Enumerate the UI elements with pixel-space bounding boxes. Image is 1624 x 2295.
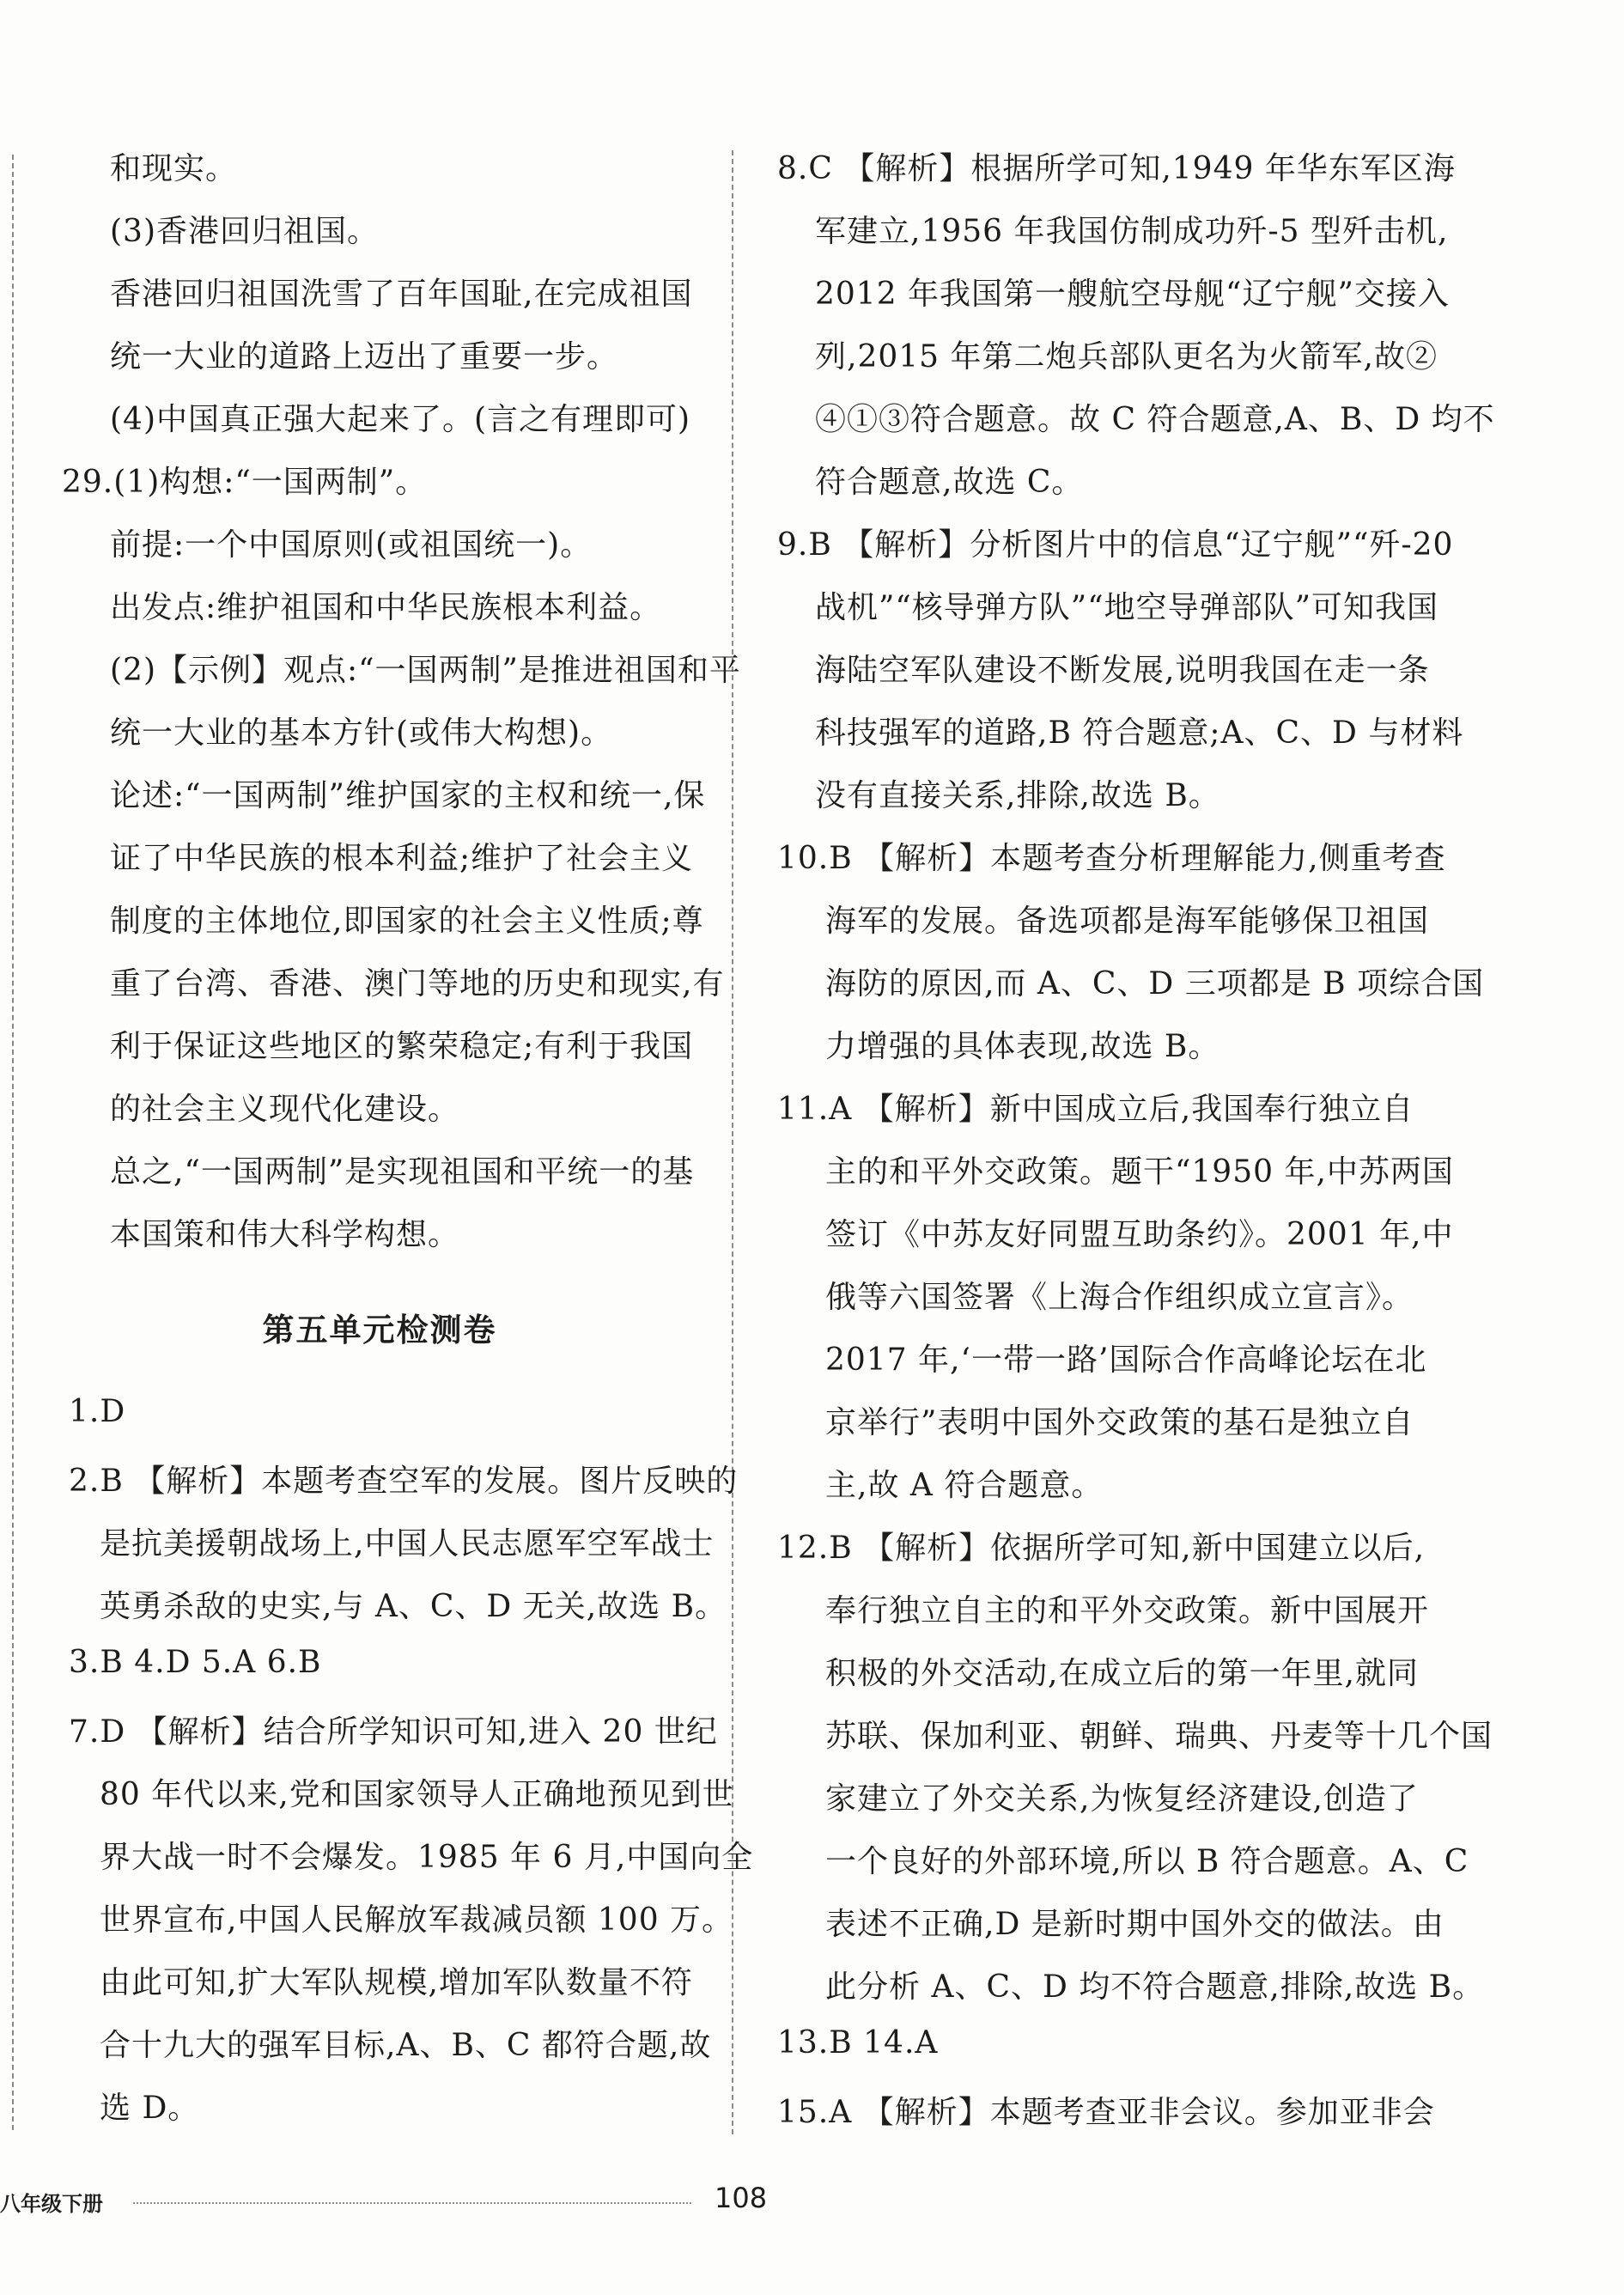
question-8: 8.C 【解析】根据所学可知,1949 年华东军区海 [777,151,1456,186]
question-15: 15.A 【解析】本题考查亚非会议。参加亚非会 [777,2095,1435,2130]
text-line: 苏联、保加利亚、朝鲜、瑞典、丹麦等十几个国 [825,1719,1493,1754]
section-title: 第五单元检测卷 [262,1312,497,1348]
text-line: 一个良好的外部环境,所以 B 符合题意。A、C [825,1844,1469,1879]
page-footer [0,2178,1624,2221]
text-line: 奉行独立自主的和平外交政策。新中国展开 [825,1593,1430,1628]
text-line: 英勇杀敌的史实,与 A、C、D 无关,故选 B。 [100,1589,727,1624]
text-line: ④①③符合题意。故 C 符合题意,A、B、D 均不 [815,402,1495,437]
text-line: 符合题意,故选 C。 [815,465,1084,500]
text-line: 80 年代以来,党和国家领导人正确地预见到世 [100,1777,734,1812]
text-line: 制度的主体地位,即国家的社会主义性质;尊 [110,904,704,939]
question-11: 11.A 【解析】新中国成立后,我国奉行独立自 [777,1092,1414,1127]
text-line: 前提:一个中国原则(或祖国统一)。 [110,527,593,563]
text-line: (2)【示例】观点:“一国两制”是推进祖国和平 [110,653,741,688]
binding-margin [12,155,22,2130]
text-line: 海防的原因,而 A、C、D 三项都是 B 项综合国 [825,966,1485,1001]
text-line: 2012 年我国第一艘航空母舰“辽宁舰”交接入 [815,277,1450,312]
text-line: 俄等六国签署《上海合作组织成立宣言》。 [825,1280,1414,1315]
text-line: 选 D。 [100,2091,200,2126]
text-line: 没有直接关系,排除,故选 B。 [815,778,1220,813]
text-line: 是抗美援朝战场上,中国人民志愿军空军战士 [100,1526,715,1561]
text-line: 2017 年,‘一带一路’国际合作高峰论坛在北 [825,1342,1427,1378]
text-line: 列,2015 年第二炮兵部队更名为火箭军,故② [815,339,1438,374]
text-line: 论述:“一国两制”维护国家的主权和统一,保 [110,778,706,813]
text-line: 利于保证这些地区的繁荣稳定;有利于我国 [110,1029,694,1064]
question-1: 1.D [69,1394,126,1429]
footer-dotted-rule [133,2202,691,2204]
text-line: 总之,“一国两制”是实现祖国和平统一的基 [110,1154,695,1190]
text-line: 战机”“核导弹方队”“地空导弹部队”可知我国 [815,590,1439,625]
text-line: 统一大业的基本方针(或伟大构想)。 [110,715,613,751]
grade-label: 八年级下册 [0,2192,103,2216]
text-line: 统一大业的道路上迈出了重要一步。 [110,339,619,374]
text-line: 香港回归祖国洗雪了百年国耻,在完成祖国 [110,277,693,312]
text-line: (4)中国真正强大起来了。(言之有理即可) [110,402,691,437]
text-line: 科技强军的道路,B 符合题意;A、C、D 与材料 [815,715,1464,751]
question-10: 10.B 【解析】本题考查分析理解能力,侧重考查 [777,841,1446,876]
text-line: 京举行”表明中国外交政策的基石是独立自 [825,1405,1414,1440]
text-line: 证了中华民族的根本利益;维护了社会主义 [110,841,694,876]
questions-3-6: 3.B 4.D 5.A 6.B [69,1645,322,1680]
text-line: 积极的外交活动,在成立后的第一年里,就同 [825,1656,1419,1691]
text-line: 表述不正确,D 是新时期中国外交的做法。由 [825,1907,1445,1942]
text-line: 由此可知,扩大军队规模,增加军队数量不符 [100,1965,693,2000]
text-line: 重了台湾、香港、澳门等地的历史和现实,有 [110,966,725,1001]
text-line: 军建立,1956 年我国仿制成功歼-5 型歼击机, [815,214,1449,249]
text-line: 主的和平外交政策。题干“1950 年,中苏两国 [825,1154,1454,1190]
question-7: 7.D 【解析】结合所学知识可知,进入 20 世纪 [69,1714,718,1750]
text-line: (3)香港回归祖国。 [110,214,379,249]
question-9: 9.B 【解析】分析图片中的信息“辽宁舰”“歼-20 [777,527,1454,563]
text-line: 海军的发展。备选项都是海军能够保卫祖国 [825,904,1430,939]
question-2: 2.B 【解析】本题考查空军的发展。图片反映的 [69,1464,739,1499]
text-line: 本国策和伟大科学构想。 [110,1217,460,1252]
text-line: 此分析 A、C、D 均不符合题意,排除,故选 B。 [825,1969,1485,2005]
text-line: 世界宣布,中国人民解放军裁减员额 100 万。 [100,1902,734,1938]
question-29: 29.(1)构想:“一国两制”。 [62,465,428,500]
text-line: 和现实。 [110,151,238,186]
page-number: 108 [715,2182,768,2214]
text-line: 家建立了外交关系,为恢复经济建设,创造了 [825,1781,1419,1817]
text-line: 的社会主义现代化建设。 [110,1092,460,1127]
text-line: 出发点:维护祖国和中华民族根本利益。 [110,590,662,625]
text-line: 合十九大的强军目标,A、B、C 都符合题,故 [100,2028,712,2063]
text-line: 力增强的具体表现,故选 B。 [825,1029,1220,1064]
question-12: 12.B 【解析】依据所学可知,新中国建立以后, [777,1531,1426,1566]
text-line: 签订《中苏友好同盟互助条约》。2001 年,中 [825,1217,1454,1252]
questions-13-14: 13.B 14.A [777,2025,939,2061]
text-line: 界大战一时不会爆发。1985 年 6 月,中国向全 [100,1840,754,1875]
text-line: 主,故 A 符合题意。 [825,1468,1104,1503]
text-line: 海陆空军队建设不断发展,说明我国在走一条 [815,653,1430,688]
